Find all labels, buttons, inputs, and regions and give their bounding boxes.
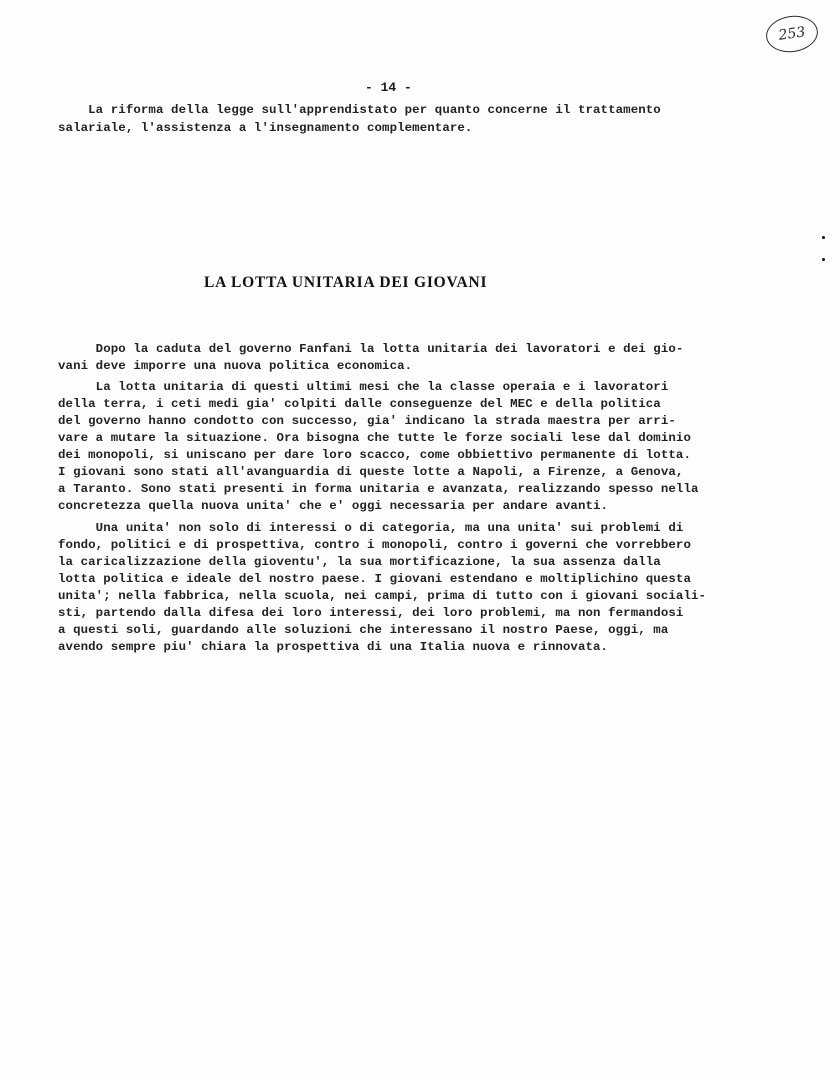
paragraph2-line-5: dei monopoli, si uniscano per dare loro scacco, come obbiettivo permanente di lotta. <box>58 448 691 462</box>
paragraph3-line-7: a questi soli, guardando alle soluzioni che interessano il nostro Paese, oggi, ma <box>58 623 669 637</box>
paragraph2-line-6: I giovani sono stati all'avanguardia di queste lotte a Napoli, a Firenze, a Genova, <box>58 465 684 479</box>
paragraph3-line-4: lotta politica e ideale del nostro paese. I giovani estendano e moltiplichino questa <box>58 572 691 586</box>
paragraph1-line-1: Dopo la caduta del governo Fanfani la lotta unitaria dei lavoratori e dei gio- <box>58 342 684 356</box>
paragraph2-line-1: La lotta unitaria di questi ultimi mesi che la classe operaia e i lavoratori <box>58 380 669 394</box>
paragraph3-line-5: unita'; nella fabbrica, nella scuola, nei campi, prima di tutto con i giovani sociali- <box>58 589 707 603</box>
paragraph2-line-3: del governo hanno condotto con successo, gia' indicano la strada maestra per arri- <box>58 414 676 428</box>
scan-mark <box>822 258 825 261</box>
intro-line-2: salariale, l'assistenza a l'insegnamento complementare. <box>58 121 473 135</box>
paragraph3-line-2: fondo, politici e di prospettiva, contro i monopoli, contro i governi che vorrebbero <box>58 538 691 552</box>
paragraph3-line-3: la caricalizzazione della gioventu', la sua mortificazione, la sua assenza dalla <box>58 555 661 569</box>
archive-number-stamp <box>764 13 821 56</box>
paragraph1-line-2: vani deve imporre una nuova politica economica. <box>58 359 413 373</box>
scan-mark <box>822 236 825 239</box>
paragraph2-line-2: della terra, i ceti medi gia' colpiti dalle conseguenze del MEC e della politica <box>58 397 661 411</box>
stamp-number: 253 <box>777 24 807 44</box>
paragraph3-line-6: sti, partendo dalla difesa dei loro interessi, dei loro problemi, ma non fermandosi <box>58 606 684 620</box>
page-number: - 14 - <box>365 80 412 95</box>
paragraph2-line-7: a Taranto. Sono stati presenti in forma unitaria e avanzata, realizzando spesso nella <box>58 482 699 496</box>
paragraph2-line-8: concretezza quella nuova unita' che e' oggi necessaria per andare avanti. <box>58 499 609 513</box>
paragraph2-line-4: vare a mutare la situazione. Ora bisogna che tutte le forze sociali lese dal dominio <box>58 431 691 445</box>
intro-line-1: La riforma della legge sull'apprendistato per quanto concerne il trattamento <box>58 103 661 117</box>
section-heading: LA LOTTA UNITARIA DEI GIOVANI <box>204 274 488 291</box>
paragraph3-line-8: avendo sempre piu' chiara la prospettiva di una Italia nuova e rinnovata. <box>58 640 609 654</box>
paragraph3-line-1: Una unita' non solo di interessi o di categoria, ma una unita' sui problemi di <box>58 521 684 535</box>
